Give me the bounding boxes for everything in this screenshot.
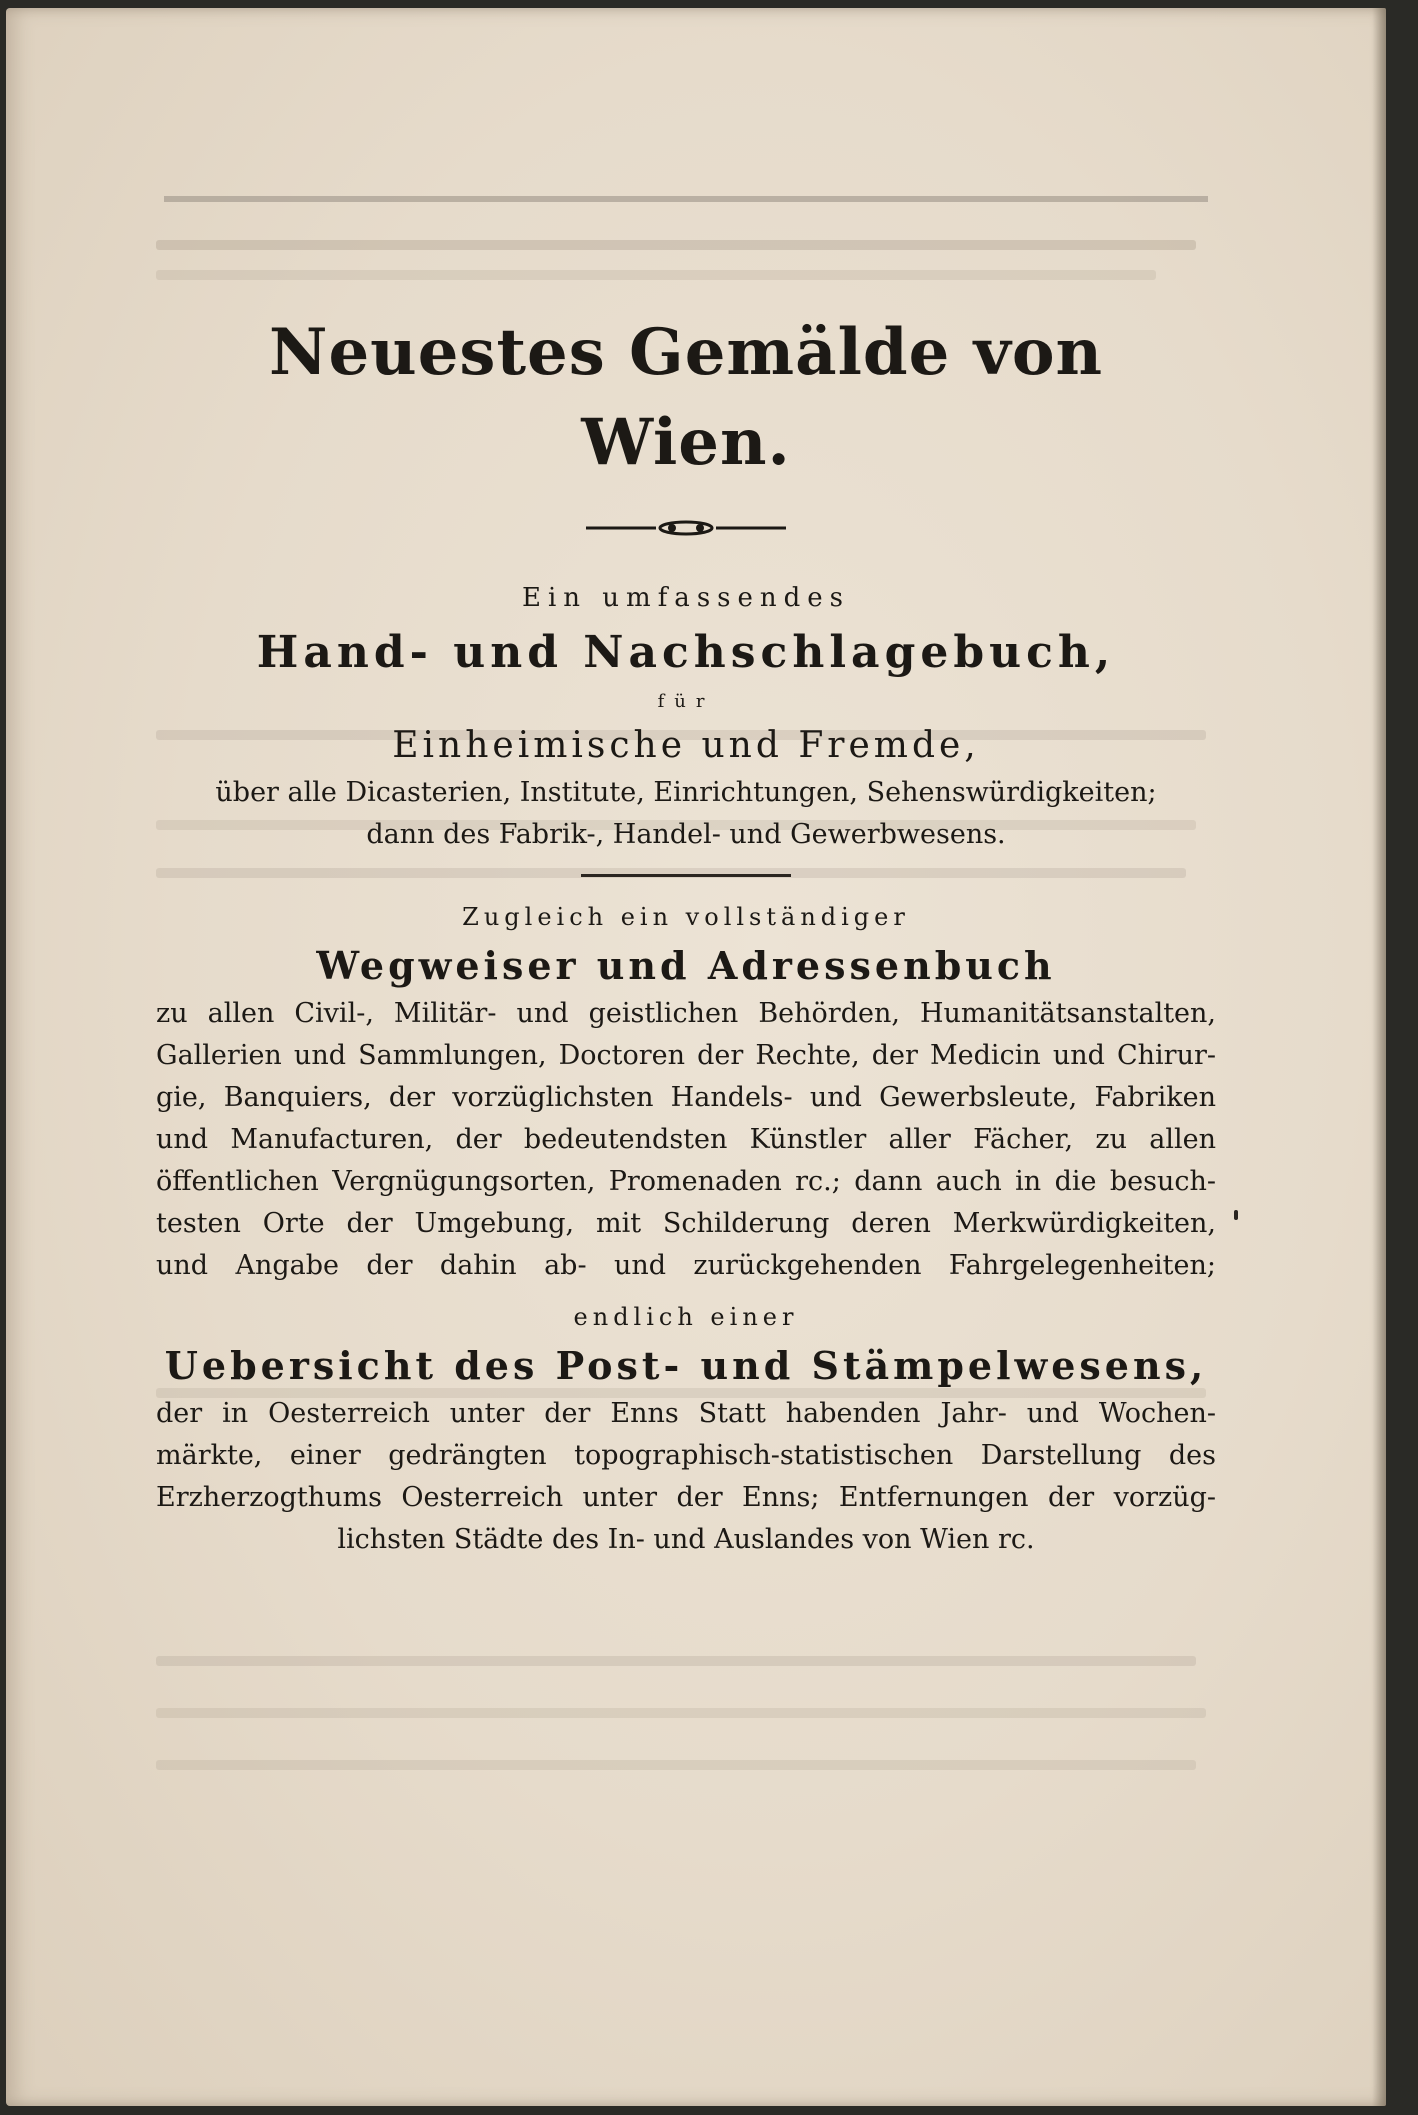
block2-line: öffentlichen Vergnügungsorten, Promenaden rc.; dann auch in die besuch-: [156, 1166, 1216, 1197]
block2-line: und Angabe der dahin ab- und zurückgehenden Fahrgelegenheiten;: [156, 1250, 1216, 1281]
block1-line: dann des Fabrik-, Handel- und Gewerbwesens.: [366, 819, 1006, 850]
bleed-through-line: [156, 1656, 1196, 1666]
block3-line: märkte, einer gedrängten topographisch-statistischen Darstellung des: [156, 1440, 1216, 1471]
block2-line: testen Orte der Umgebung, mit Schilderung deren Merkwürdigkeiten,: [156, 1208, 1216, 1239]
top-rule: [164, 196, 1208, 202]
block2-line: und Manufacturen, der bedeutendsten Künstler aller Fächer, zu allen: [156, 1124, 1216, 1155]
bleed-through-line: [156, 240, 1196, 250]
fuer-line: für: [657, 691, 715, 712]
subtitle-1: Hand- und Nachschlagebuch,: [256, 627, 1116, 678]
block3-line: lichsten Städte des In- und Auslandes von Wien rc.: [337, 1524, 1035, 1555]
block2-line: Gallerien und Sammlungen, Doctoren der Rechte, der Medicin und Chirur-: [156, 1040, 1216, 1071]
section-rule: [581, 874, 791, 877]
page-edge-shadow: [1372, 8, 1386, 2106]
intro-line-1: Ein umfassendes: [521, 583, 851, 613]
stray-ink-mark: [1234, 1210, 1238, 1220]
bleed-through-line: [156, 1708, 1206, 1718]
book-page: [6, 8, 1386, 2106]
block3-line: der in Oesterreich unter der Enns Statt habenden Jahr- und Wochen-: [156, 1398, 1216, 1429]
bleed-through-line: [156, 1760, 1196, 1770]
audience-line: Einheimische und Fremde,: [392, 725, 980, 766]
title-page-text: [156, 298, 1216, 1561]
block1-line: über alle Dicasterien, Institute, Einrichtungen, Sehenswürdigkeiten;: [215, 777, 1157, 808]
block2-line: gie, Banquiers, der vorzüglichsten Handels- und Gewerbsleute, Fabriken: [156, 1082, 1216, 1113]
page-title: Neuestes Gemälde von Wien.: [268, 315, 1104, 480]
bleed-through-line: [156, 270, 1156, 280]
subtitle-2: Wegweiser und Adressenbuch: [316, 943, 1056, 988]
intro-line-2: Zugleich ein vollständiger: [462, 903, 910, 931]
intro-line-3: endlich einer: [573, 1303, 799, 1331]
block2-line: zu allen Civil-, Militär- und geistlichen Behörden, Humanitätsanstalten,: [156, 998, 1216, 1029]
block3-line: Erzherzogthums Oesterreich unter der Enns; Entfernungen der vorzüg-: [156, 1482, 1216, 1513]
ornament-divider-icon: [586, 518, 786, 538]
subtitle-3: Uebersicht des Post- und Stämpelwesens,: [164, 1343, 1208, 1388]
